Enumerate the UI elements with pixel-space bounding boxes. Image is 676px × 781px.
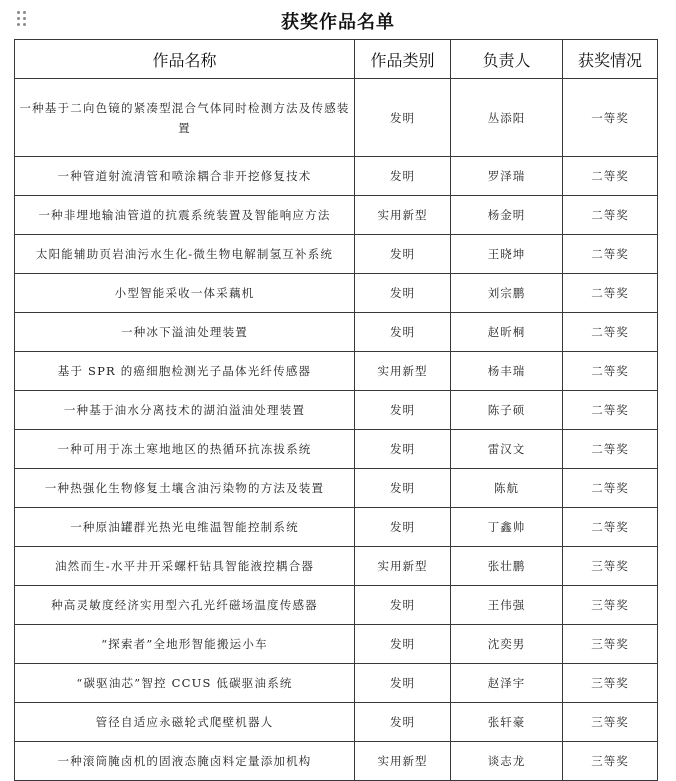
work-award: 二等奖 [563, 235, 658, 274]
table-row [15, 391, 658, 430]
work-category: 实用新型 [355, 352, 451, 391]
work-award: 二等奖 [563, 508, 658, 547]
work-category: 发明 [355, 430, 451, 469]
table-row [15, 625, 658, 664]
column-header-award: 获奖情况 [563, 40, 658, 79]
work-category: 发明 [355, 469, 451, 508]
work-category: 发明 [355, 586, 451, 625]
work-owner: 杨丰瑞 [451, 352, 563, 391]
work-award: 二等奖 [563, 469, 658, 508]
table-row [15, 196, 658, 235]
work-category: 发明 [355, 391, 451, 430]
work-award: 三等奖 [563, 547, 658, 586]
work-owner: 雷汉文 [451, 430, 563, 469]
table-row [15, 742, 658, 781]
work-name: 基于 SPR 的癌细胞检测光子晶体光纤传感器 [15, 352, 355, 391]
work-category: 实用新型 [355, 547, 451, 586]
work-category: 发明 [355, 664, 451, 703]
table-header-row [15, 40, 658, 79]
work-name: “探索者”全地形智能搬运小车 [15, 625, 355, 664]
work-category: 发明 [355, 508, 451, 547]
work-category: 发明 [355, 703, 451, 742]
work-owner: 陈航 [451, 469, 563, 508]
work-name: 小型智能采收一体采藕机 [15, 274, 355, 313]
work-owner: 丛添阳 [451, 79, 563, 157]
work-award: 三等奖 [563, 703, 658, 742]
work-owner: 张轩豪 [451, 703, 563, 742]
work-name: 一种滚筒腌卤机的固液态腌卤料定量添加机构 [15, 742, 355, 781]
work-owner: 王伟强 [451, 586, 563, 625]
table-row [15, 703, 658, 742]
award-table [14, 39, 658, 781]
work-award: 二等奖 [563, 157, 658, 196]
work-award: 二等奖 [563, 430, 658, 469]
work-award: 三等奖 [563, 586, 658, 625]
table-row [15, 469, 658, 508]
work-award: 三等奖 [563, 625, 658, 664]
work-name: 管径自适应永磁轮式爬壁机器人 [15, 703, 355, 742]
work-owner: 杨金明 [451, 196, 563, 235]
table-row [15, 79, 658, 157]
work-category: 实用新型 [355, 742, 451, 781]
work-name: 一种热强化生物修复土壤含油污染物的方法及装置 [15, 469, 355, 508]
work-award: 二等奖 [563, 352, 658, 391]
work-category: 发明 [355, 313, 451, 352]
table-row [15, 430, 658, 469]
work-name: 一种基于二向色镜的紧凑型混合气体同时检测方法及传感装置 [15, 79, 355, 157]
table-row [15, 664, 658, 703]
table-row [15, 274, 658, 313]
work-owner: 沈奕男 [451, 625, 563, 664]
work-award: 二等奖 [563, 274, 658, 313]
work-owner: 张壮鹏 [451, 547, 563, 586]
work-category: 实用新型 [355, 196, 451, 235]
table-row [15, 235, 658, 274]
work-owner: 刘宗鹏 [451, 274, 563, 313]
work-name: 一种原油罐群光热光电维温智能控制系统 [15, 508, 355, 547]
column-header-name: 作品名称 [15, 40, 355, 79]
work-name: 一种管道射流清管和喷涂耦合非开挖修复技术 [15, 157, 355, 196]
work-category: 发明 [355, 79, 451, 157]
page-title: 获奖作品名单 [281, 12, 395, 33]
work-owner: 罗泽瑞 [451, 157, 563, 196]
table-row [15, 508, 658, 547]
table-row [15, 157, 658, 196]
work-category: 发明 [355, 235, 451, 274]
work-award: 二等奖 [563, 391, 658, 430]
work-owner: 丁鑫帅 [451, 508, 563, 547]
work-award: 三等奖 [563, 664, 658, 703]
work-owner: 王晓坤 [451, 235, 563, 274]
table-row [15, 586, 658, 625]
table-row [15, 547, 658, 586]
column-header-owner: 负责人 [451, 40, 563, 79]
work-owner: 谈志龙 [451, 742, 563, 781]
work-award: 二等奖 [563, 313, 658, 352]
work-award: 二等奖 [563, 196, 658, 235]
table-row [15, 313, 658, 352]
work-name: 油然而生-水平井开采螺杆钻具智能液控耦合器 [15, 547, 355, 586]
table-row [15, 352, 658, 391]
work-name: 一种可用于冻土寒地地区的热循环抗冻拔系统 [15, 430, 355, 469]
work-category: 发明 [355, 625, 451, 664]
work-name: 一种基于油水分离技术的湖泊溢油处理装置 [15, 391, 355, 430]
work-name: 种高灵敏度经济实用型六孔光纤磁场温度传感器 [15, 586, 355, 625]
work-owner: 赵昕桐 [451, 313, 563, 352]
work-name: 一种非埋地输油管道的抗震系统装置及智能响应方法 [15, 196, 355, 235]
work-category: 发明 [355, 157, 451, 196]
work-owner: 陈子硕 [451, 391, 563, 430]
work-award: 三等奖 [563, 742, 658, 781]
work-award: 一等奖 [563, 79, 658, 157]
work-name: 一种冰下溢油处理装置 [15, 313, 355, 352]
column-header-category: 作品类别 [355, 40, 451, 79]
work-category: 发明 [355, 274, 451, 313]
work-owner: 赵泽宇 [451, 664, 563, 703]
work-name: “碳驱油芯”智控 CCUS 低碳驱油系统 [15, 664, 355, 703]
work-name: 太阳能辅助页岩油污水生化-微生物电解制氢互补系统 [15, 235, 355, 274]
